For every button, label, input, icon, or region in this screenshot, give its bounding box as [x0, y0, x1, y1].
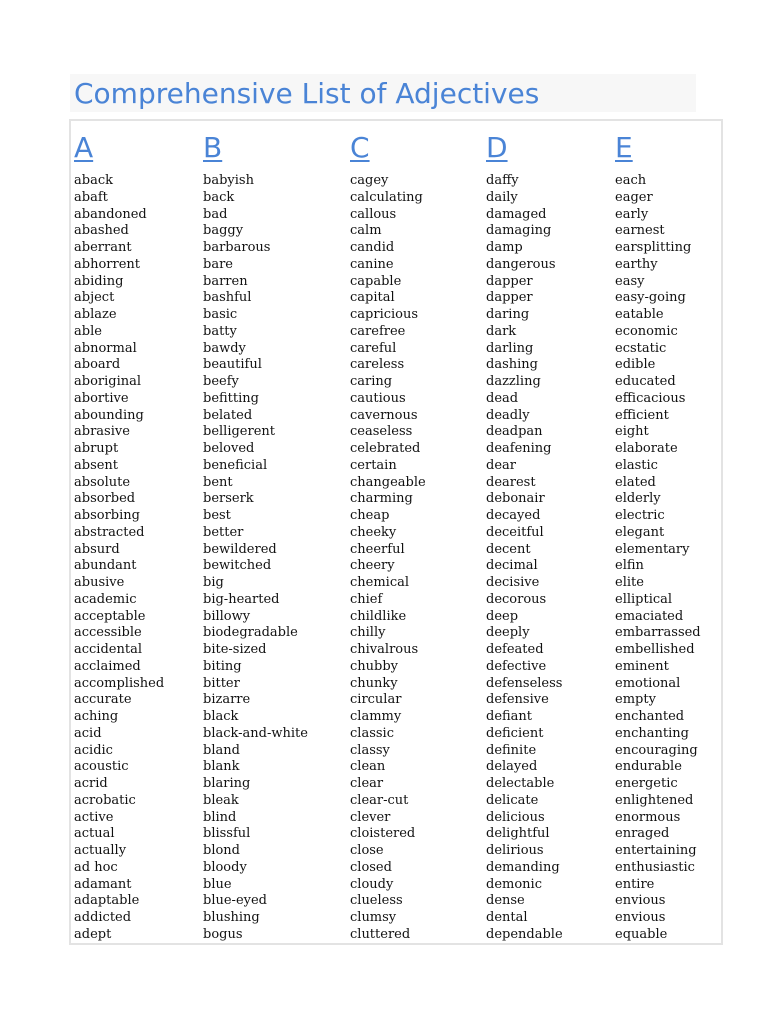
- word-item: delicate: [486, 792, 539, 808]
- word-item: elderly: [615, 491, 661, 507]
- word-item: dapper: [486, 273, 533, 289]
- word-item: bloody: [203, 859, 247, 875]
- word-item: back: [203, 189, 235, 205]
- word-item: elaborate: [615, 441, 678, 456]
- word-item: classic: [350, 725, 394, 741]
- word-item: defeated: [486, 642, 544, 657]
- word-item: adept: [74, 926, 112, 942]
- word-item: bleak: [203, 792, 239, 808]
- word-item: elastic: [615, 457, 658, 473]
- word-item: abortive: [74, 390, 129, 406]
- word-item: bewitched: [203, 558, 272, 574]
- word-item: abrupt: [74, 441, 119, 456]
- word-item: clear: [350, 776, 384, 791]
- word-item: aching: [74, 709, 119, 724]
- word-list-e: [615, 173, 701, 944]
- word-item: edible: [615, 357, 656, 373]
- word-item: damp: [486, 240, 523, 255]
- word-item: elite: [615, 575, 644, 590]
- word-item: cloistered: [350, 826, 416, 842]
- word-item: cautious: [350, 390, 406, 406]
- word-item: empty: [615, 692, 656, 708]
- word-item: close: [350, 843, 384, 858]
- word-item: dangerous: [486, 256, 556, 272]
- word-item: cheap: [350, 508, 390, 523]
- word-item: cavernous: [350, 407, 418, 423]
- word-item: blue: [203, 876, 232, 892]
- word-item: entertaining: [615, 843, 697, 858]
- word-item: abaft: [74, 189, 108, 205]
- word-item: equable: [615, 926, 668, 942]
- word-item: damaging: [486, 223, 552, 239]
- word-item: dazzling: [486, 374, 541, 389]
- word-item: beefy: [203, 374, 239, 389]
- word-item: chief: [350, 591, 383, 607]
- word-item: acidic: [74, 742, 113, 758]
- word-item: efficacious: [615, 390, 686, 406]
- word-item: eminent: [615, 658, 669, 674]
- word-item: defensive: [486, 692, 549, 708]
- word-item: bawdy: [203, 340, 246, 356]
- word-item: ceaseless: [350, 424, 413, 440]
- word-item: chilly: [350, 625, 386, 641]
- word-item: bashful: [203, 290, 252, 306]
- word-item: deadly: [486, 407, 530, 423]
- word-item: berserk: [203, 491, 254, 507]
- word-item: easy: [615, 273, 645, 289]
- word-item: capable: [350, 273, 402, 289]
- word-item: basic: [203, 307, 238, 322]
- word-item: circular: [350, 692, 402, 708]
- word-item: academic: [74, 591, 137, 607]
- word-item: defective: [486, 658, 547, 674]
- word-item: dark: [486, 323, 517, 339]
- word-item: clever: [350, 809, 391, 825]
- word-item: childlike: [350, 608, 407, 624]
- word-item: blue-eyed: [203, 893, 267, 909]
- word-item: dense: [486, 893, 525, 909]
- word-item: accomplished: [74, 675, 165, 691]
- word-item: acrobatic: [74, 792, 136, 808]
- word-item: blushing: [203, 910, 260, 925]
- word-item: dapper: [486, 290, 533, 306]
- word-item: clean: [350, 759, 386, 775]
- word-item: actually: [74, 843, 127, 858]
- word-item: eatable: [615, 307, 664, 322]
- document-title: Comprehensive List of Adjectives: [74, 77, 540, 110]
- word-item: elated: [615, 474, 656, 490]
- adjective-table: [69, 119, 723, 945]
- word-item: chunky: [350, 675, 398, 691]
- letter-link-c[interactable]: C: [350, 131, 370, 164]
- word-item: big-hearted: [203, 591, 280, 607]
- word-item: elementary: [615, 541, 690, 557]
- word-item: abrasive: [74, 424, 130, 440]
- word-list-d: [486, 173, 563, 944]
- word-item: barren: [203, 273, 248, 289]
- word-item: bitter: [203, 675, 240, 691]
- word-item: billowy: [203, 608, 251, 624]
- word-item: best: [203, 508, 231, 523]
- word-item: cagey: [350, 173, 389, 188]
- word-item: enthusiastic: [615, 859, 695, 875]
- word-item: actual: [74, 826, 115, 842]
- word-item: abiding: [74, 273, 124, 289]
- word-item: debonair: [486, 491, 545, 507]
- word-item: able: [74, 323, 102, 339]
- word-item: abashed: [74, 223, 129, 239]
- word-item: elfin: [615, 558, 644, 574]
- word-item: carefree: [350, 323, 406, 339]
- word-item: active: [74, 809, 114, 825]
- word-item: clueless: [350, 893, 403, 909]
- word-item: calculating: [350, 189, 423, 205]
- word-item: embarrassed: [615, 625, 701, 641]
- word-item: envious: [615, 893, 666, 909]
- word-item: decent: [486, 541, 531, 557]
- word-item: daring: [486, 307, 530, 322]
- letter-link-a[interactable]: A: [74, 131, 94, 164]
- word-item: dear: [486, 457, 516, 473]
- word-item: defiant: [486, 709, 533, 724]
- word-item: each: [615, 173, 647, 188]
- word-item: abusive: [74, 575, 125, 590]
- word-item: dead: [486, 390, 519, 406]
- word-item: abject: [74, 290, 115, 306]
- word-item: abstracted: [74, 524, 145, 540]
- word-item: cheerful: [350, 541, 405, 557]
- word-item: dental: [486, 910, 528, 925]
- word-item: bogus: [203, 926, 243, 942]
- word-item: black-and-white: [203, 725, 308, 741]
- word-item: elegant: [615, 524, 665, 540]
- word-item: elliptical: [615, 591, 673, 607]
- word-item: capital: [350, 290, 395, 306]
- word-item: careful: [350, 340, 397, 356]
- word-item: ecstatic: [615, 340, 667, 356]
- word-item: encouraging: [615, 742, 698, 758]
- word-item: easy-going: [615, 290, 686, 306]
- word-item: black: [203, 709, 239, 724]
- word-item: deficient: [486, 725, 544, 741]
- word-item: earnest: [615, 223, 665, 239]
- word-item: endurable: [615, 759, 682, 775]
- word-item: abounding: [74, 407, 144, 423]
- word-item: deeply: [486, 625, 530, 641]
- word-item: enormous: [615, 809, 681, 825]
- word-item: baggy: [203, 223, 244, 239]
- word-item: clumsy: [350, 910, 397, 925]
- word-item: bare: [203, 256, 233, 272]
- word-item: envious: [615, 910, 666, 925]
- word-item: chubby: [350, 658, 399, 674]
- word-item: beautiful: [203, 357, 262, 373]
- word-item: belligerent: [203, 424, 276, 440]
- word-item: enchanted: [615, 709, 685, 724]
- word-item: babyish: [203, 173, 254, 188]
- word-item: decisive: [486, 575, 540, 590]
- word-item: capricious: [350, 307, 419, 322]
- word-item: abandoned: [74, 206, 147, 222]
- word-item: chivalrous: [350, 642, 419, 657]
- word-item: acoustic: [74, 759, 129, 775]
- word-item: caring: [350, 374, 393, 389]
- word-item: charming: [350, 491, 413, 507]
- word-item: enraged: [615, 826, 670, 842]
- word-item: chemical: [350, 575, 410, 590]
- word-item: adamant: [74, 876, 132, 892]
- word-item: demonic: [486, 876, 542, 892]
- word-item: earthy: [615, 256, 658, 272]
- word-item: bewildered: [203, 541, 277, 557]
- word-item: damaged: [486, 206, 547, 222]
- word-item: decorous: [486, 591, 547, 607]
- word-item: emotional: [615, 675, 681, 691]
- word-item: big: [203, 575, 224, 590]
- word-item: blank: [203, 759, 240, 775]
- word-item: adaptable: [74, 893, 140, 909]
- word-item: closed: [350, 859, 392, 875]
- word-list-b: [203, 173, 308, 944]
- word-item: delightful: [486, 826, 550, 842]
- word-item: cheery: [350, 558, 395, 574]
- word-item: absent: [74, 457, 119, 473]
- word-item: abundant: [74, 558, 137, 574]
- word-item: absurd: [74, 541, 120, 557]
- word-item: deceitful: [486, 524, 544, 540]
- word-item: dashing: [486, 357, 538, 373]
- word-item: barbarous: [203, 240, 271, 255]
- word-item: demanding: [486, 859, 560, 875]
- word-item: addicted: [74, 910, 132, 925]
- word-item: aboriginal: [74, 374, 142, 389]
- word-item: abnormal: [74, 340, 137, 356]
- word-item: cheeky: [350, 524, 397, 540]
- word-list-a: [74, 173, 164, 944]
- word-item: absorbing: [74, 508, 140, 523]
- word-item: absorbed: [74, 491, 136, 507]
- word-item: acrid: [74, 776, 108, 791]
- word-item: absolute: [74, 474, 131, 490]
- word-item: certain: [350, 457, 397, 473]
- word-item: dearest: [486, 474, 536, 490]
- word-item: ablaze: [74, 307, 117, 322]
- word-item: enchanting: [615, 725, 689, 741]
- word-item: befitting: [203, 390, 259, 406]
- word-item: celebrated: [350, 441, 421, 456]
- word-item: classy: [350, 742, 390, 758]
- word-item: biodegradable: [203, 625, 298, 641]
- word-item: careless: [350, 357, 405, 373]
- word-item: beneficial: [203, 457, 268, 473]
- word-item: decayed: [486, 508, 541, 523]
- word-item: callous: [350, 206, 397, 222]
- word-item: economic: [615, 323, 678, 339]
- word-item: earsplitting: [615, 240, 692, 255]
- word-item: better: [203, 524, 244, 540]
- word-item: defenseless: [486, 675, 563, 691]
- word-item: educated: [615, 374, 676, 389]
- word-item: bad: [203, 206, 228, 222]
- word-item: bland: [203, 742, 240, 758]
- word-item: biting: [203, 658, 242, 674]
- word-item: eight: [615, 424, 649, 440]
- word-item: early: [615, 206, 649, 222]
- word-item: emaciated: [615, 608, 684, 624]
- word-item: beloved: [203, 441, 255, 456]
- word-item: canine: [350, 256, 394, 272]
- word-item: enlightened: [615, 792, 694, 808]
- word-item: delectable: [486, 776, 555, 791]
- word-item: delayed: [486, 759, 538, 775]
- word-item: eager: [615, 189, 653, 205]
- word-item: belated: [203, 407, 253, 423]
- word-item: acclaimed: [74, 658, 141, 674]
- word-item: deep: [486, 608, 519, 624]
- word-item: aberrant: [74, 240, 132, 255]
- word-item: bent: [203, 474, 233, 490]
- word-item: deafening: [486, 441, 552, 456]
- word-item: efficient: [615, 407, 669, 423]
- word-item: cloudy: [350, 876, 394, 892]
- word-item: embellished: [615, 642, 695, 657]
- word-item: delicious: [486, 809, 545, 825]
- letter-link-e[interactable]: E: [615, 131, 633, 164]
- word-item: accidental: [74, 642, 142, 657]
- word-item: energetic: [615, 776, 678, 791]
- word-item: bite-sized: [203, 642, 267, 657]
- word-item: daily: [486, 189, 518, 205]
- word-item: aboard: [74, 357, 121, 373]
- word-item: accurate: [74, 692, 132, 708]
- word-item: clammy: [350, 709, 402, 724]
- word-item: deadpan: [486, 424, 543, 440]
- letter-link-d[interactable]: D: [486, 131, 508, 164]
- word-item: definite: [486, 742, 537, 758]
- word-item: daffy: [486, 173, 519, 188]
- word-item: ad hoc: [74, 859, 118, 875]
- word-item: abhorrent: [74, 256, 140, 272]
- word-item: clear-cut: [350, 792, 409, 808]
- word-item: blond: [203, 843, 241, 858]
- word-item: acid: [74, 725, 102, 741]
- word-item: calm: [350, 223, 382, 239]
- word-item: acceptable: [74, 608, 146, 624]
- word-item: bizarre: [203, 692, 251, 708]
- word-item: batty: [203, 323, 237, 339]
- word-item: blind: [203, 809, 237, 825]
- word-item: dependable: [486, 926, 563, 942]
- word-item: accessible: [74, 625, 142, 641]
- word-list-c: [350, 173, 426, 944]
- word-item: changeable: [350, 474, 426, 490]
- word-item: electric: [615, 508, 665, 523]
- word-item: cluttered: [350, 926, 411, 942]
- word-item: blissful: [203, 826, 251, 842]
- word-item: blaring: [203, 776, 251, 791]
- word-item: darling: [486, 340, 534, 356]
- word-item: delirious: [486, 843, 544, 858]
- letter-link-b[interactable]: B: [203, 131, 223, 164]
- word-item: aback: [74, 173, 113, 188]
- word-item: decimal: [486, 558, 538, 574]
- word-item: candid: [350, 240, 395, 255]
- word-item: entire: [615, 876, 655, 892]
